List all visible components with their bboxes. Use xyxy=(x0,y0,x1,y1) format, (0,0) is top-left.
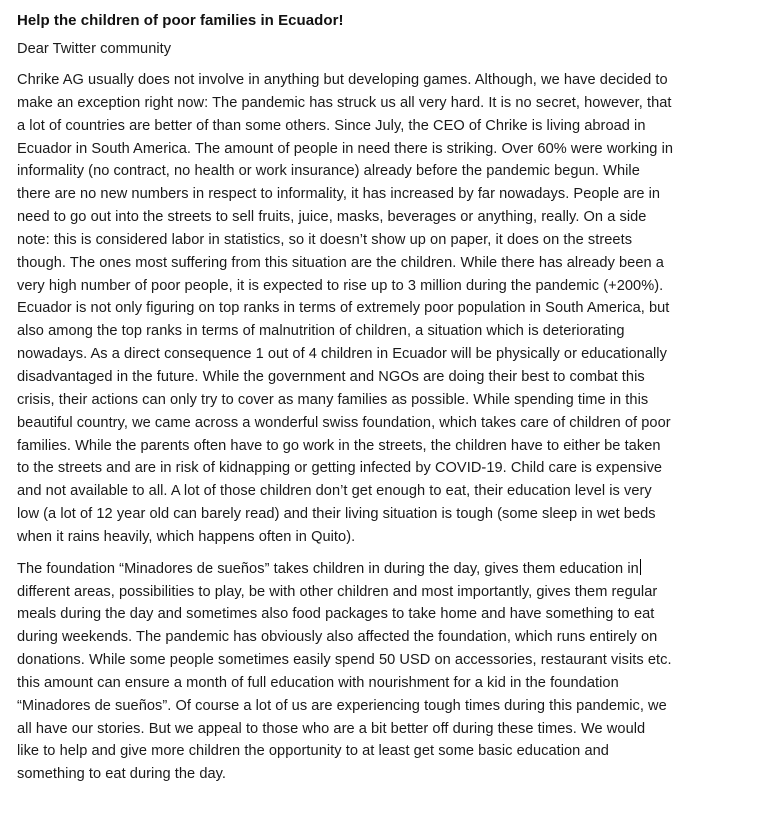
text-line: this amount can ensure a month of full education with nourishment for a kid in the foundation xyxy=(17,674,619,691)
text-line: “Minadores de sueños”. Of course a lot of us are experiencing tough times during this pandemic, we xyxy=(17,697,667,714)
text-line: donations. While some people sometimes easily spend 50 USD on accessories, restaurant visits etc. xyxy=(17,652,672,669)
text-line: though. The ones most suffering from this situation are the children. While there has already been a xyxy=(17,254,664,271)
text-line: there are no new numbers in respect to informality, it has increased by far nowadays. People are in xyxy=(17,186,661,203)
text-line: and not available to all. A lot of those children don’t get enough to eat, their education level is very xyxy=(17,483,652,500)
text-line: beautiful country, we came across a wonderful swiss foundation, which takes care of children of poor xyxy=(17,414,671,431)
text-line: need to go out into the streets to sell fruits, juice, masks, beverages or anything, really. On a side xyxy=(17,209,647,226)
text-line: a lot of countries are better of than some others. Since July, the CEO of Chrike is living abroad in xyxy=(17,117,646,134)
text-cursor xyxy=(640,559,641,575)
text-line: informality (no contract, no health or work insurance) already before the pandemic begun. While xyxy=(17,163,640,180)
text-line: crisis, their actions can only try to cover as many families as possible. While spending time in this xyxy=(17,391,649,408)
text-line: all have our stories. But we appeal to those who are a bit better off during these times. We would xyxy=(17,720,646,737)
text-line: nowadays. As a direct consequence 1 out of 4 children in Ecuador will be physically or educationally xyxy=(17,346,667,363)
text-line: when it rains heavily, which happens often in Quito). xyxy=(17,528,356,545)
text-line: also among the top ranks in terms of malnutrition of children, a situation which is deteriorating xyxy=(17,323,625,340)
text-line: Ecuador in South America. The amount of people in need there is striking. Over 60% were working in xyxy=(17,140,674,157)
text-line: to the streets and are in risk of kidnapping or getting infected by COVID-19. Child care is expensive xyxy=(17,460,663,477)
document-page[interactable] xyxy=(17,9,753,795)
text-line: very high number of poor people, it is expected to rise up to 3 million during the pandemic (+200%). xyxy=(17,277,664,294)
text-line: meals during the day and sometimes also food packages to take home and have something to eat xyxy=(17,606,655,623)
text-line: note: this is considered labor in statistics, so it doesn’t show up on paper, it does on the streets xyxy=(17,231,633,248)
text-line: disadvantaged in the future. While the government and NGOs are doing their best to combat this xyxy=(17,368,645,385)
text-line: different areas, possibilities to play, be with other children and most importantly, gives them regular xyxy=(17,583,658,600)
paragraph-1 xyxy=(17,69,753,549)
text-line: Ecuador is not only figuring on top ranks in terms of extremely poor population in South America, but xyxy=(17,300,670,317)
text-line-with-caret xyxy=(17,558,753,581)
text-line: families. While the parents often have to go work in the streets, the children have to either be taken xyxy=(17,437,661,454)
text-line: during weekends. The pandemic has obviously also affected the foundation, which runs entirely on xyxy=(17,629,658,646)
text-line: Chrike AG usually does not involve in anything but developing games. Although, we have decided to xyxy=(17,72,668,88)
salutation: Dear Twitter community xyxy=(17,41,172,57)
document-title: Help the children of poor families in Ecuador! xyxy=(17,12,344,29)
text-line: low (a lot of 12 year old can barely read) and their living situation is tough (some sleep in wet beds xyxy=(17,506,656,523)
text-line: something to eat during the day. xyxy=(17,766,227,783)
text-line: like to help and give more children the opportunity to at least get some basic education and xyxy=(17,743,609,760)
text-line: The foundation “Minadores de sueños” takes children in during the day, gives them education in xyxy=(17,560,639,577)
paragraph-2 xyxy=(17,558,753,786)
text-line: make an exception right now: The pandemic has struck us all very hard. It is no secret, however, that xyxy=(17,94,672,111)
